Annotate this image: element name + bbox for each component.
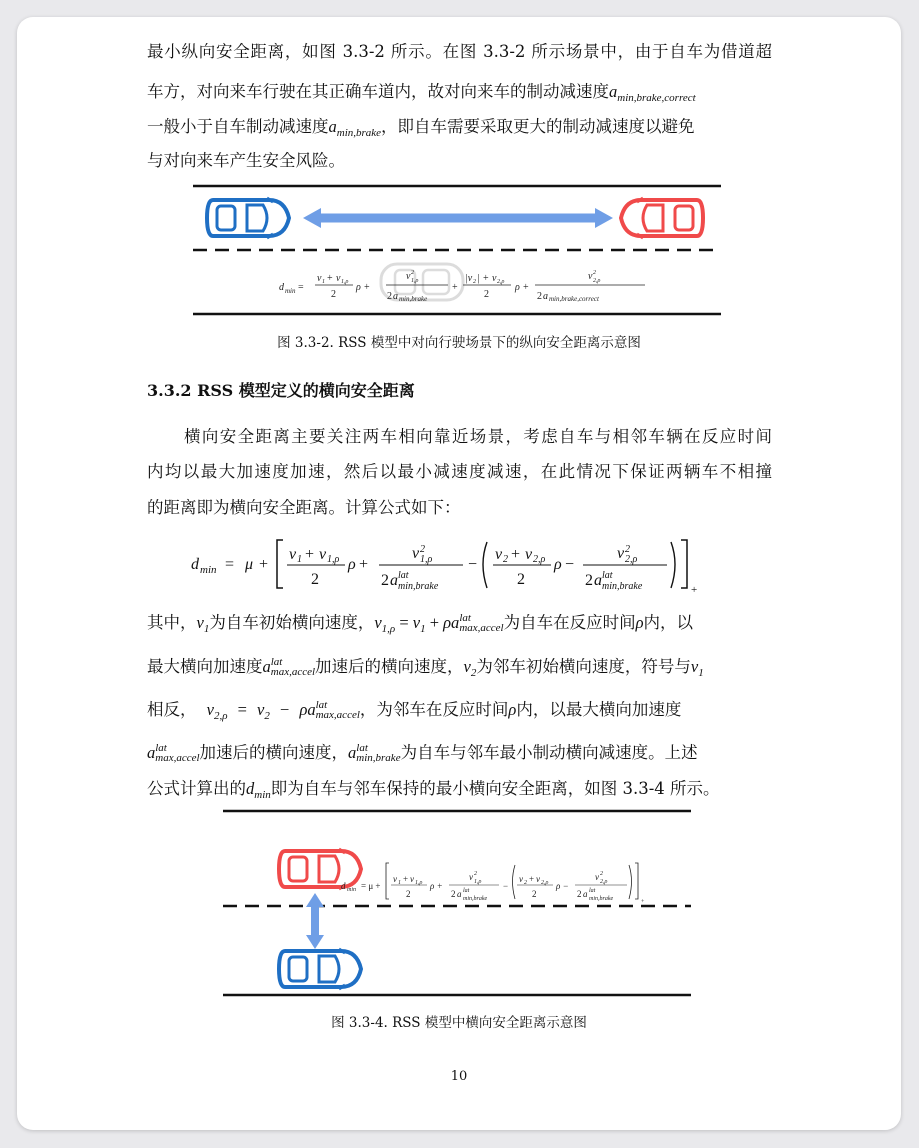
- page-number: 10: [450, 1069, 468, 1084]
- svg-text:a: a: [457, 889, 462, 899]
- svg-text:+: +: [691, 584, 698, 596]
- svg-text:min,brake: min,brake: [602, 581, 643, 592]
- svg-text:2: 2: [600, 871, 603, 877]
- svg-text:−: −: [468, 556, 478, 573]
- svg-text:v: v: [319, 546, 327, 563]
- svg-text:1: 1: [322, 279, 325, 285]
- lateral-distance-equation: [187, 532, 737, 602]
- ego-car-blue-icon: [207, 198, 289, 238]
- section-heading: 3.3.2 RSS 模型定义的横向安全距离: [147, 381, 415, 400]
- svg-text:2: 2: [451, 889, 456, 899]
- svg-text:2: 2: [625, 544, 630, 555]
- svg-text:v: v: [412, 545, 420, 562]
- svg-text:2: 2: [420, 544, 425, 555]
- svg-text:v: v: [469, 872, 473, 882]
- svg-text:+: +: [641, 899, 645, 905]
- svg-text:lat: lat: [463, 888, 470, 894]
- svg-text:min,brake: min,brake: [589, 896, 614, 902]
- figure2-formula: [341, 863, 645, 905]
- paragraph1-line2: 车方，对向来车行驶在其正确车道内，故对向来车的制动减速度$a_{min,brake,correct}$: [147, 82, 696, 104]
- svg-text:ρ: ρ: [348, 556, 356, 573]
- svg-text:+: +: [305, 546, 315, 563]
- svg-text:ρ: ρ: [554, 556, 562, 573]
- oncoming-car-red-icon: [621, 198, 703, 238]
- svg-text:+: +: [403, 874, 409, 884]
- svg-text:|: |: [477, 273, 480, 284]
- svg-text:+: +: [259, 556, 269, 573]
- svg-text:1,ρ: 1,ρ: [474, 879, 482, 885]
- svg-text:1: 1: [297, 554, 302, 565]
- svg-text:2: 2: [406, 889, 411, 899]
- paragraph2-line1: 横向安全距离主要关注两车相向靠近场景，考虑自车与相邻车辆在反应时间: [184, 427, 772, 446]
- svg-text:v: v: [519, 874, 523, 884]
- paragraph2-line3: 的距离即为横向安全距离。计算公式如下：: [147, 498, 461, 517]
- svg-text:+: +: [359, 556, 369, 573]
- svg-text:a: a: [594, 572, 602, 589]
- svg-text:v: v: [336, 273, 341, 284]
- svg-text:v: v: [410, 874, 414, 884]
- svg-text:min: min: [200, 564, 217, 576]
- figure-lateral-diagram: [223, 805, 693, 1001]
- svg-text:1,ρ: 1,ρ: [327, 554, 340, 565]
- svg-text:2: 2: [411, 270, 414, 276]
- svg-text:2: 2: [503, 554, 508, 565]
- document-page: [17, 17, 901, 1130]
- svg-text:2,ρ: 2,ρ: [497, 279, 505, 285]
- svg-text:=: =: [225, 556, 235, 573]
- svg-text:2: 2: [532, 889, 537, 899]
- svg-text:2,ρ: 2,ρ: [533, 554, 546, 565]
- svg-text:v: v: [393, 874, 397, 884]
- paragraph1-line1: 最小纵向安全距离，如图 3.3-2 所示。在图 3.3-2 所示场景中，由于自车为借道超: [147, 42, 772, 61]
- svg-text:d: d: [279, 282, 284, 293]
- figure1-caption: 图 3.3-2. RSS 模型中对向行驶场景下的纵向安全距离示意图: [277, 335, 641, 351]
- svg-text:2: 2: [473, 279, 476, 285]
- svg-text:ρ: ρ: [515, 282, 520, 293]
- figure-longitudinal-diagram: [193, 180, 723, 320]
- paragraph3-line2: 最大横向加速度a lat max,accel 加速后的横向速度，$v_2$为邻车初始横向速度，符号与$v_1$: [147, 656, 704, 679]
- svg-text:+: +: [523, 282, 529, 293]
- svg-text:μ: μ: [245, 556, 254, 573]
- svg-text:v: v: [317, 273, 322, 284]
- svg-text:2: 2: [585, 572, 593, 589]
- ego-car-blue-icon: [279, 949, 361, 989]
- paragraph3-line3: 相反， $v_{2,\rho} = v_2 - \rho a$ lat max,accel ，为邻车在反应时间ρ内，以最大横向加速度: [147, 699, 682, 722]
- svg-text:min,brake: min,brake: [398, 581, 439, 592]
- svg-text:2: 2: [387, 291, 392, 302]
- paragraph3-line1: 其中，$v_1$为自车初始横向速度，$v_{1,\rho} = v_1 + \rho a$ lat max,accel 为自车在反应时间ρ内，以: [147, 612, 694, 635]
- svg-text:−: −: [565, 556, 575, 573]
- svg-text:2: 2: [577, 889, 582, 899]
- svg-text:1,ρ: 1,ρ: [411, 278, 419, 284]
- svg-text:2,ρ: 2,ρ: [625, 554, 638, 565]
- svg-text:v: v: [536, 874, 540, 884]
- svg-text:min,brake: min,brake: [399, 295, 428, 303]
- svg-text:+: +: [529, 874, 535, 884]
- svg-text:+: +: [327, 273, 333, 284]
- paragraph1-line3: 一般小于自车制动减速度$a_{min,brake}$，即自车需要采取更大的制动减速度以避免: [147, 117, 695, 139]
- svg-text:2: 2: [537, 291, 542, 302]
- svg-text:v: v: [492, 273, 497, 284]
- svg-text:a: a: [390, 572, 398, 589]
- svg-text:lat: lat: [602, 570, 613, 581]
- svg-text:v: v: [495, 546, 503, 563]
- lateral-distance-arrow-icon: [306, 893, 324, 949]
- svg-text:ρ −: ρ −: [556, 881, 569, 891]
- svg-text:1,ρ: 1,ρ: [415, 880, 423, 886]
- svg-text:1,ρ: 1,ρ: [341, 279, 349, 285]
- svg-text:1,ρ: 1,ρ: [420, 554, 433, 565]
- svg-text:2,ρ: 2,ρ: [593, 278, 601, 284]
- svg-text:2: 2: [474, 871, 477, 877]
- svg-text:d: d: [341, 881, 346, 891]
- svg-text:2: 2: [381, 572, 389, 589]
- svg-text:min: min: [285, 287, 296, 295]
- svg-text:2: 2: [331, 289, 336, 300]
- svg-text:min: min: [347, 887, 356, 893]
- neighbor-car-red-icon: [279, 849, 361, 889]
- svg-text:+: +: [483, 273, 489, 284]
- svg-text:|v: |v: [465, 273, 473, 284]
- svg-text:2: 2: [524, 880, 527, 886]
- svg-text:v: v: [525, 546, 533, 563]
- distance-arrow-icon: [303, 208, 613, 228]
- svg-text:1: 1: [398, 880, 401, 886]
- svg-text:2: 2: [593, 270, 596, 276]
- svg-text:+: +: [511, 546, 521, 563]
- svg-text:v: v: [406, 271, 411, 282]
- svg-text:a: a: [583, 889, 588, 899]
- svg-text:2,ρ: 2,ρ: [541, 880, 549, 886]
- svg-text:min,brake: min,brake: [463, 896, 488, 902]
- svg-text:2: 2: [311, 571, 319, 588]
- svg-text:min,brake,correct: min,brake,correct: [549, 295, 599, 303]
- svg-text:2: 2: [517, 571, 525, 588]
- svg-text:= μ +: = μ +: [361, 881, 381, 891]
- paragraph2-line2: 内均以最大加速度加速，然后以最小减速度减速，在此情况下保证两辆车不相撞: [147, 462, 772, 481]
- svg-text:+: +: [452, 282, 458, 293]
- svg-text:v: v: [595, 872, 599, 882]
- svg-text:d: d: [191, 556, 199, 573]
- figure2-caption: 图 3.3-4. RSS 模型中横向安全距离示意图: [331, 1015, 587, 1031]
- svg-text:lat: lat: [589, 888, 596, 894]
- svg-text:2: 2: [484, 289, 489, 300]
- svg-text:2,ρ: 2,ρ: [600, 879, 608, 885]
- svg-text:=: =: [298, 282, 304, 293]
- svg-text:lat: lat: [398, 570, 409, 581]
- svg-text:a: a: [393, 291, 398, 302]
- paragraph3-line4: a lat max,accel 加速后的横向速度，a lat min,brake 为自车与邻车最小制动横向减速度。上述: [147, 742, 698, 764]
- svg-text:ρ: ρ: [356, 282, 361, 293]
- svg-text:v: v: [588, 271, 593, 282]
- svg-text:ρ +: ρ +: [430, 881, 443, 891]
- paragraph1-line4: 与对向来车产生安全风险。: [147, 151, 345, 170]
- svg-text:−: −: [503, 881, 509, 891]
- svg-text:a: a: [543, 291, 548, 302]
- svg-text:+: +: [364, 282, 370, 293]
- paragraph3-line5: 公式计算出的$d_{min}$即为自车与邻车保持的最小横向安全距离，如图 3.3-4 所示。: [147, 779, 720, 801]
- svg-text:v: v: [289, 546, 297, 563]
- svg-text:v: v: [617, 545, 625, 562]
